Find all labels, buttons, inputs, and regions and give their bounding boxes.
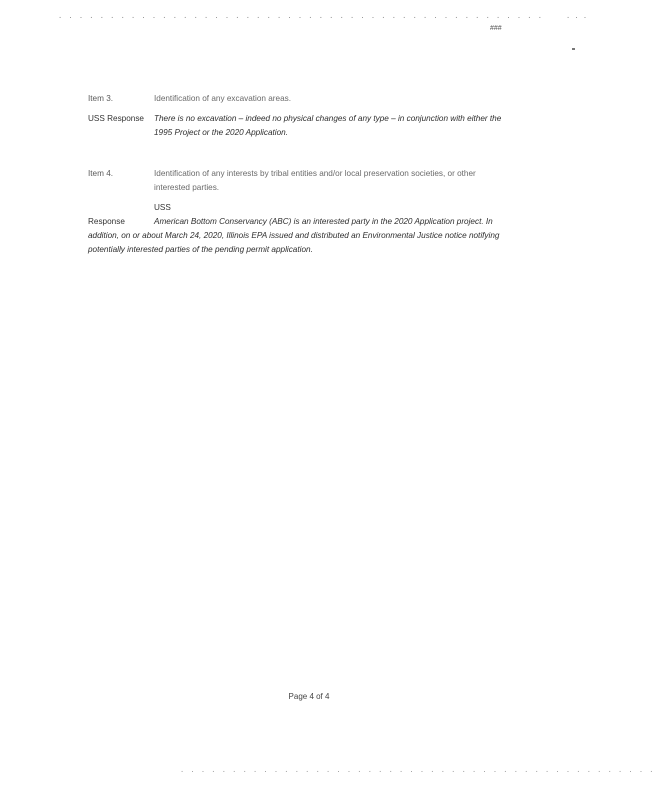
- item-3-text: Identification of any excavation areas.: [154, 94, 291, 103]
- item-3-row: [88, 92, 508, 106]
- item-4-block: [88, 167, 508, 257]
- item-4-response-label: USS Response: [88, 203, 171, 226]
- item-4-response-text: American Bottom Conservancy (ABC) is an interested party in the 2020 Application project. In addition, on or about March 24, 2020, Illinois EPA issued and distributed an Environmental Justice notice notifying potentially interested parties of the pending permit application.: [88, 217, 500, 254]
- document-number: ###: [490, 25, 502, 32]
- header-dotted-line: . . . . . . . . . . . . . . . . . . . . . . . . . . . . . . . . . . . . . . . . . . . . . . .: [58, 12, 543, 20]
- item-4-text: Identification of any interests by tribal entities and/or local preservation societies, or other interested parties.: [154, 169, 476, 192]
- footer-dotted-line: . . . . . . . . . . . . . . . . . . . . . . . . . . . . . . . . . . . . . . . . . . . . . .: [180, 766, 655, 774]
- item-4-response: [88, 201, 508, 257]
- corner-mark: [572, 48, 575, 50]
- item-3-response-row: [88, 112, 508, 140]
- header-right-dotted-line: . . .: [566, 12, 588, 20]
- page-number: Page 4 of 4: [288, 692, 330, 701]
- item-3-block: [88, 92, 508, 140]
- item-3-response-text: There is no excavation – indeed no physical changes of any type – in conjunction with either the 1995 Project or the 2020 Application.: [154, 114, 502, 137]
- item-4-label: Item 4.: [88, 169, 114, 178]
- item-4-row: [88, 167, 508, 195]
- item-3-response-label: USS Response: [88, 114, 144, 123]
- item-3-label: Item 3.: [88, 94, 114, 103]
